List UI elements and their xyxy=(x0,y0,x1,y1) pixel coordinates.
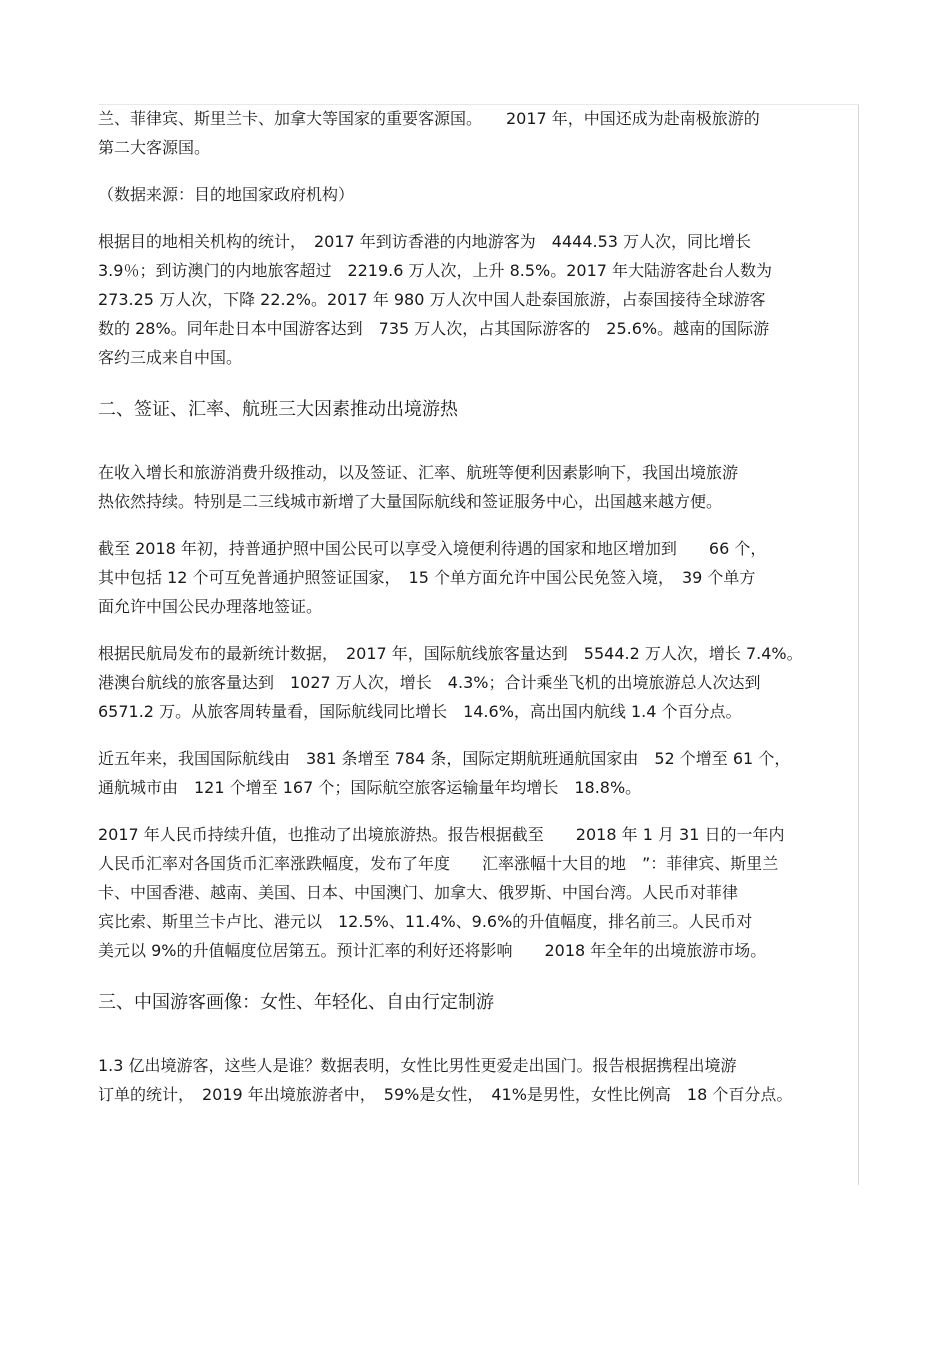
text-line: 数的 28%。同年赴日本中国游客达到 735 万人次，占其国际游客的 25.6%。越南的国际游 xyxy=(98,319,770,338)
text-line: 在收入增长和旅游消费升级推动，以及签证、汇率、航班等便利因素影响下，我国出境旅游 xyxy=(98,463,739,482)
text-line: 人民币汇率对各国货币汇率涨跌幅度，发布了年度 汇率涨幅十大目的地 ”：菲律宾、斯里兰 xyxy=(98,854,779,873)
text-line: 港澳台航线的旅客量达到 1027 万人次，增长 4.3%；合计乘坐飞机的出境旅游总人次达到 xyxy=(98,673,761,692)
paragraph-exchange-rate xyxy=(98,820,856,965)
text-line: 273.25 万人次，下降 22.2%。2017 年 980 万人次中国人赴泰国旅游，占泰国接待全球游客 xyxy=(98,290,766,309)
section-heading-3: 三、中国游客画像：女性、年轻化、自由行定制游 xyxy=(98,992,494,1013)
text-line: 客约三成来自中国。 xyxy=(98,348,243,367)
paragraph-destination-stats xyxy=(98,227,856,372)
text-line: 3.9％；到访澳门的内地旅客超过 2219.6 万人次，上升 8.5%。2017 年大陆游客赴台人数为 xyxy=(98,261,773,280)
text-line: 根据民航局发布的最新统计数据， 2017 年，国际航线旅客量达到 5544.2 万人次，增长 7.4%。 xyxy=(98,644,803,663)
text-line: 近五年来，我国国际航线由 381 条增至 784 条，国际定期航班通航国家由 52 个增至 61 个， xyxy=(98,749,791,768)
text-line: 兰、菲律宾、斯里兰卡、加拿大等国家的重要客源国。 2017 年，中国还成为赴南极旅游的 xyxy=(98,109,760,128)
source-note: （数据来源：目的地国家政府机构） xyxy=(98,185,355,204)
text-line: 截至 2018 年初，持普通护照中国公民可以享受入境便利待遇的国家和地区增加到 66 个， xyxy=(98,539,767,558)
text-line: 其中包括 12 个可互免普通护照签证国家， 15 个单方面允许中国公民免签入境， 39 个单方 xyxy=(98,568,756,587)
text-line: 通航城市由 121 个增至 167 个；国际航空旅客运输量年均增长 18.8%。 xyxy=(98,778,642,797)
paragraph-routes xyxy=(98,744,856,802)
paragraph-drivers xyxy=(98,458,856,516)
text-line: 根据目的地相关机构的统计， 2017 年到访香港的内地游客为 4444.53 万人次，同比增长 xyxy=(98,232,752,251)
text-line: 宾比索、斯里兰卡卢比、港元以 12.5%、11.4%、9.6%的升值幅度，排名前三。人民币对 xyxy=(98,912,753,931)
text-line: 热依然持续。特别是二三线城市新增了大量国际航线和签证服务中心，出国越来越方便。 xyxy=(98,492,723,511)
text-line: 面允许中国公民办理落地签证。 xyxy=(98,597,323,616)
text-line: 美元以 9%的升值幅度位居第五。预计汇率的利好还将影响 2018 年全年的出境旅游市场。 xyxy=(98,941,767,960)
text-line: 第二大客源国。 xyxy=(98,138,211,157)
section-heading-2: 二、签证、汇率、航班三大因素推动出境游热 xyxy=(98,399,458,420)
text-line: 1.3 亿出境游客，这些人是谁？数据表明，女性比男性更爱走出国门。报告根据携程出境游 xyxy=(98,1056,737,1075)
paragraph-source-countries xyxy=(98,104,856,162)
text-line: 2017 年人民币持续升值，也推动了出境旅游热。报告根据截至 2018 年 1 月 31 日的一年内 xyxy=(98,825,785,844)
document-body xyxy=(98,104,856,1109)
paragraph-aviation xyxy=(98,639,856,726)
paragraph-traveler-profile xyxy=(98,1051,856,1109)
paragraph-visa xyxy=(98,534,856,621)
text-line: 卡、中国香港、越南、美国、日本、中国澳门、加拿大、俄罗斯、中国台湾。人民币对菲律 xyxy=(98,883,739,902)
text-line: 订单的统计， 2019 年出境旅游者中， 59%是女性， 41%是男性，女性比例高 18 个百分点。 xyxy=(98,1085,793,1104)
text-line: 6571.2 万。从旅客周转量看，国际航线同比增长 14.6%，高出国内航线 1.4 个百分点。 xyxy=(98,702,742,721)
